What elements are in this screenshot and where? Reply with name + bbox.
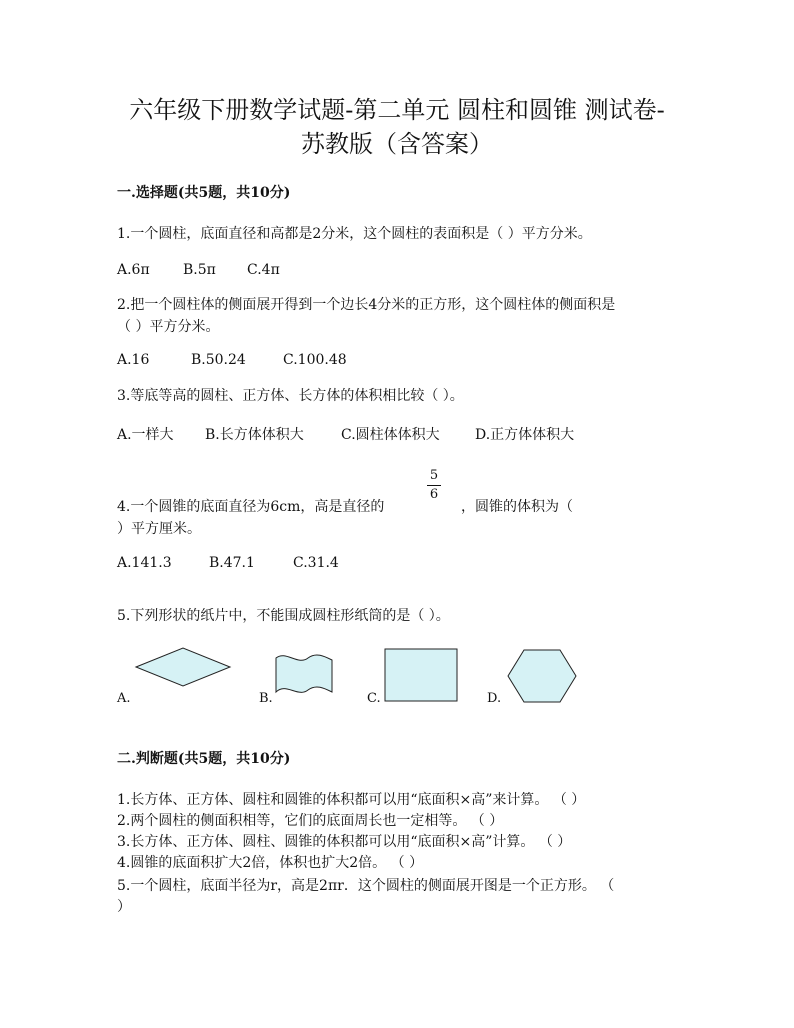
option-b: B.50.24: [191, 352, 246, 368]
shape-label-c: C.: [367, 691, 381, 706]
fraction: [424, 468, 444, 503]
question-2-line2: （ ）平方分米。: [117, 319, 220, 335]
option-c: C.100.48: [283, 352, 347, 368]
shape-label-d: D.: [487, 691, 502, 706]
shape-label-a: A.: [117, 691, 131, 706]
judge-item-5: 5.一个圆柱，底面半径为r，高是2πr．这个圆柱的侧面展开图是一个正方形。 （: [117, 878, 615, 894]
question-4-line2: ）平方厘米。: [117, 521, 201, 537]
question-1: 1.一个圆柱，底面直径和高都是2分米，这个圆柱的表面积是（ ）平方分米。: [117, 226, 592, 242]
judge-item-3: 3.长方体、正方体、圆柱、圆锥的体积都可以用“底面积×高”计算。 （ ）: [117, 834, 572, 850]
option-c: C.圆柱体体积大: [341, 427, 440, 443]
option-b: B.长方体体积大: [205, 427, 304, 443]
question-4-line1: [117, 497, 677, 517]
option-c: C.31.4: [293, 555, 339, 571]
rhombus-icon: [134, 646, 232, 688]
judge-item-2: 2.两个圆柱的侧面积相等，它们的底面周长也一定相等。 （ ）: [117, 813, 504, 829]
page-title-line1: 六年级下册数学试题-第二单元 圆柱和圆锥 测试卷-: [129, 96, 665, 124]
judge-item-4: 4.圆锥的底面积扩大2倍，体积也扩大2倍。 （ ）: [117, 855, 424, 871]
shape-label-b: B.: [259, 691, 273, 706]
option-b: B.5π: [183, 262, 216, 278]
hexagon-icon: [506, 648, 578, 704]
question-4-part1: 4.一个圆锥的底面直径为6cm，高是直径的: [117, 499, 385, 515]
option-d: D.正方体体积大: [475, 427, 575, 443]
option-a: A.6π: [117, 262, 150, 278]
question-4-part2: ，圆锥的体积为（: [461, 499, 573, 515]
section1-heading: 一.选择题(共5题，共10分): [117, 185, 291, 201]
fraction-numerator: 5: [429, 468, 439, 483]
option-a: A.141.3: [117, 555, 172, 571]
page-title-line2: 苏教版（含答案）: [301, 130, 493, 158]
judge-item-1: 1.长方体、正方体、圆柱和圆锥的体积都可以用“底面积×高”来计算。 （ ）: [117, 792, 586, 808]
option-b: B.47.1: [209, 555, 255, 571]
question-2-line1: 2.把一个圆柱体的侧面展开得到一个边长4分米的正方形，这个圆柱体的侧面积是: [117, 297, 616, 313]
question-5: 5.下列形状的纸片中，不能围成圆柱形纸筒的是（ ）。: [117, 608, 450, 624]
judge-item-5-line2: ）: [117, 899, 131, 915]
fraction-bar: [427, 485, 441, 486]
option-a: A.一样大: [117, 427, 174, 443]
fraction-denominator: 6: [429, 487, 439, 502]
rectangle-icon: [384, 648, 458, 702]
option-a: A.16: [117, 352, 150, 368]
section2-heading: 二.判断题(共5题，共10分): [117, 751, 291, 767]
wavy-sheet-icon: [272, 652, 336, 702]
option-c: C.4π: [247, 262, 280, 278]
question-3: 3.等底等高的圆柱、正方体、长方体的体积相比较（ ）。: [117, 388, 464, 404]
